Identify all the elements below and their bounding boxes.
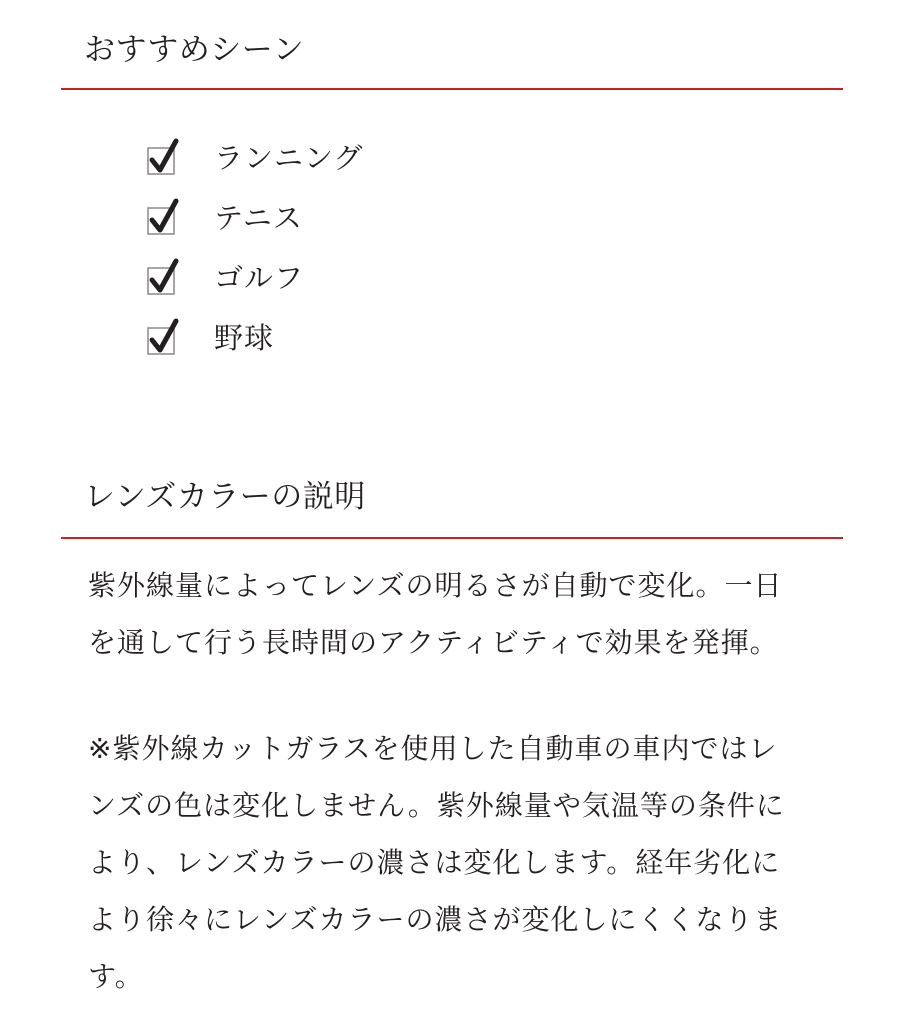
scene-label: ランニング: [214, 141, 364, 175]
text-line: を通して行う長時間のアクティビティで効果を発揮。: [88, 626, 779, 659]
scene-label: テニス: [214, 201, 303, 235]
checkbox-checked-icon: [146, 318, 186, 358]
text-line: ※紫外線カットガラスを使用した自動車の車内ではレ: [88, 732, 778, 765]
lens-divider: [61, 537, 843, 539]
scene-list: [146, 128, 363, 368]
checkbox-checked-icon: [146, 198, 186, 238]
lens-description-paragraph: [88, 557, 828, 671]
scene-label: ゴルフ: [214, 261, 305, 295]
scene-item-golf: [146, 248, 363, 308]
scene-item-tennis: [146, 188, 363, 248]
scene-item-running: [146, 128, 363, 188]
checkbox-checked-icon: [146, 258, 186, 298]
text-line: より、レンズカラーの濃さは変化します。経年劣化に: [88, 846, 781, 879]
text-line: す。: [88, 960, 144, 993]
lens-section-title: レンズカラーの説明: [84, 479, 366, 515]
lens-note-paragraph: [88, 720, 828, 1005]
scenes-divider: [61, 88, 843, 90]
scene-label: 野球: [214, 321, 275, 355]
scene-item-baseball: [146, 308, 363, 368]
checkbox-checked-icon: [146, 138, 186, 178]
text-line: より徐々にレンズカラーの濃さが変化しにくくなりま: [88, 903, 783, 936]
scenes-section-title: おすすめシーン: [84, 32, 305, 68]
text-line: 紫外線量によってレンズの明るさが自動で変化。一日: [88, 569, 783, 602]
text-line: ンズの色は変化しません。紫外線量や気温等の条件に: [88, 789, 785, 822]
